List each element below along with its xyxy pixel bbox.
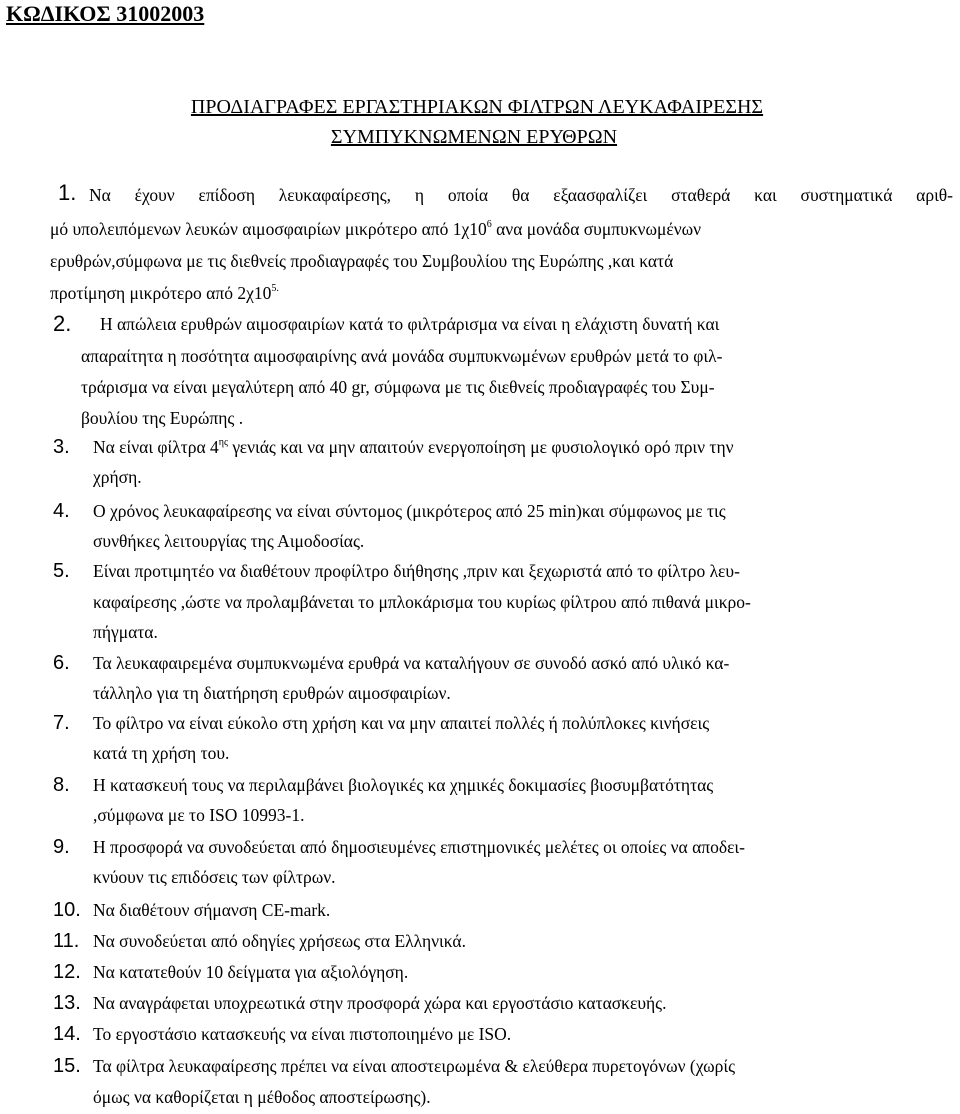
item-text-line: κατά τη χρήση του. [93, 743, 230, 763]
item-text-line: Τα φίλτρα λευκαφαίρεσης πρέπει να είναι αποστειρωμένα & ελεύθερα πυρετογόνων (χωρίς [93, 1056, 735, 1076]
item-text-line: Να συνοδεύεται από οδηγίες χρήσεως στα Ελληνικά. [93, 931, 466, 951]
superscript: ης [218, 437, 228, 448]
document-title-line-1: ΠΡΟΔΙΑΓΡΑΦΕΣ ΕΡΓΑΣΤΗΡΙΑΚΩΝ ΦΙΛΤΡΩΝ ΛΕΥΚΑΦΑΙΡΕΣΗΣ [190, 96, 764, 118]
item-text-line: Η απώλεια ερυθρών αιμοσφαιρίων κατά το φιλτράρισμα να είναι η ελάχιστη δυνατή και [100, 314, 720, 334]
item-text-line: απαραίτητα η ποσότητα αιμοσφαιρίνης ανά μονάδα συμπυκνωμένων ερυθρών μετά το φιλ- [81, 346, 723, 366]
item-number: 13. [53, 992, 81, 1014]
item-text-line: όμως να καθορίζεται η μέθοδος αποστείρωσης). [93, 1087, 431, 1107]
item-text-line: κνύουν τις επιδόσεις των φίλτρων. [93, 867, 336, 887]
item-text-line: Να έχουν επίδοση λευκαφαίρεσης, η οποία θα εξαασφαλίζει σταθερά και συστηματικά αριθ- [89, 185, 953, 205]
item-text-line: Ο χρόνος λευκαφαίρεσης να είναι σύντομος (μικρότερος από 25 min)και σύμφωνος με τις [93, 501, 726, 521]
item-text-line: Να διαθέτουν σήμανση CE-mark. [93, 900, 331, 920]
item-text-line: μό υπολειπόμενων λευκών αιμοσφαιρίων μικρότερο από $1\chi 10^6$ ανα μονάδα συμπυκνωμένων [50, 219, 702, 239]
superscript: 5. [271, 283, 279, 294]
item-text-line: καφαίρεσης ,ώστε να προλαμβάνεται το μπλοκάρισμα του κυρίως φίλτρου από πιθανά μικρο- [93, 592, 751, 612]
item-text-line: Να κατατεθούν 10 δείγματα για αξιολόγηση. [93, 962, 409, 982]
item-text-line: Το φίλτρο να είναι εύκολο στη χρήση και να μην απαιτεί πολλές ή πολύπλοκες κινήσεις [93, 713, 710, 733]
item-text-line: Να αναγράφεται υποχρεωτικά στην προσφορά χώρα και εργοστάσιο κατασκευής. [93, 993, 667, 1013]
item-text-line: τράρισμα να είναι μεγαλύτερη από 40 gr, σύμφωνα με τις διεθνείς προδιαγραφές του Συμ- [81, 377, 715, 397]
item-number: 10. [53, 899, 81, 921]
item-number: 1. [58, 180, 77, 205]
item-number: 6. [53, 652, 70, 674]
item-number: 7. [53, 712, 70, 734]
item-number: 11. [53, 930, 80, 952]
item-number: 8. [53, 774, 70, 796]
item-text-line: Η κατασκευή τους να περιλαμβάνει βιολογικές κα χημικές δοκιμασίες βιοσυμβατότητας [93, 775, 714, 795]
item-number: 5. [53, 560, 70, 582]
item-text-line: Η προσφορά να συνοδεύεται από δημοσιευμένες επιστημονικές μελέτες οι οποίες να αποδει- [93, 837, 745, 857]
item-text-line: Τα λευκαφαιρεμένα συμπυκνωμένα ερυθρά να καταλήγουν σε συνοδό ασκό από υλικό κα- [93, 653, 730, 673]
item-number: 15. [53, 1055, 81, 1077]
item-number: 14. [53, 1023, 81, 1045]
item-text-line: συνθήκες λειτουργίας της Αιμοδοσίας. [93, 531, 365, 551]
item-text-line: Το εργοστάσιο κατασκευής να είναι πιστοποιημένο με ISO. [93, 1024, 512, 1044]
item-text-line: Να είναι φίλτρα $4^{\eta\varsigma}$ γενιάς και να μην απαιτούν ενεργοποίηση με φυσιολογικό ορό πριν την [93, 437, 734, 457]
item-number: 9. [53, 836, 70, 858]
item-text-line: τάλληλο για τη διατήρηση ερυθρών αιμοσφαιρίων. [93, 683, 451, 703]
item-number: 4. [53, 500, 70, 522]
item-text-line: βουλίου της Ευρώπης . [81, 408, 244, 428]
item-number: 3. [53, 436, 70, 458]
item-text-line: πήγματα. [93, 622, 158, 642]
item-text-line: ,σύμφωνα με το ISO 10993-1. [93, 805, 305, 825]
item-text-line: ερυθρών,σύμφωνα με τις διεθνείς προδιαγραφές του Συμβουλίου της Ευρώπης ,και κατά [50, 251, 674, 271]
item-text-line: προτίμηση μικρότερο από $2\chi 10^{5.}$ [50, 283, 279, 303]
item-text-line: χρήση. [93, 467, 142, 487]
superscript: 6 [486, 219, 492, 230]
item-number: 2. [53, 311, 72, 336]
item-text-line: Είναι προτιμητέο να διαθέτουν προφίλτρο διήθησης ,πριν και ξεχωριστά από το φίλτρο λευ- [93, 561, 740, 581]
item-number: 12. [53, 961, 81, 983]
document-title-line-2: ΣΥΜΠΥΚΝΩΜΕΝΩΝ ΕΡΥΘΡΩΝ [330, 126, 618, 148]
document-code: ΚΩΔΙΚΟΣ 31002003 [6, 1, 205, 26]
